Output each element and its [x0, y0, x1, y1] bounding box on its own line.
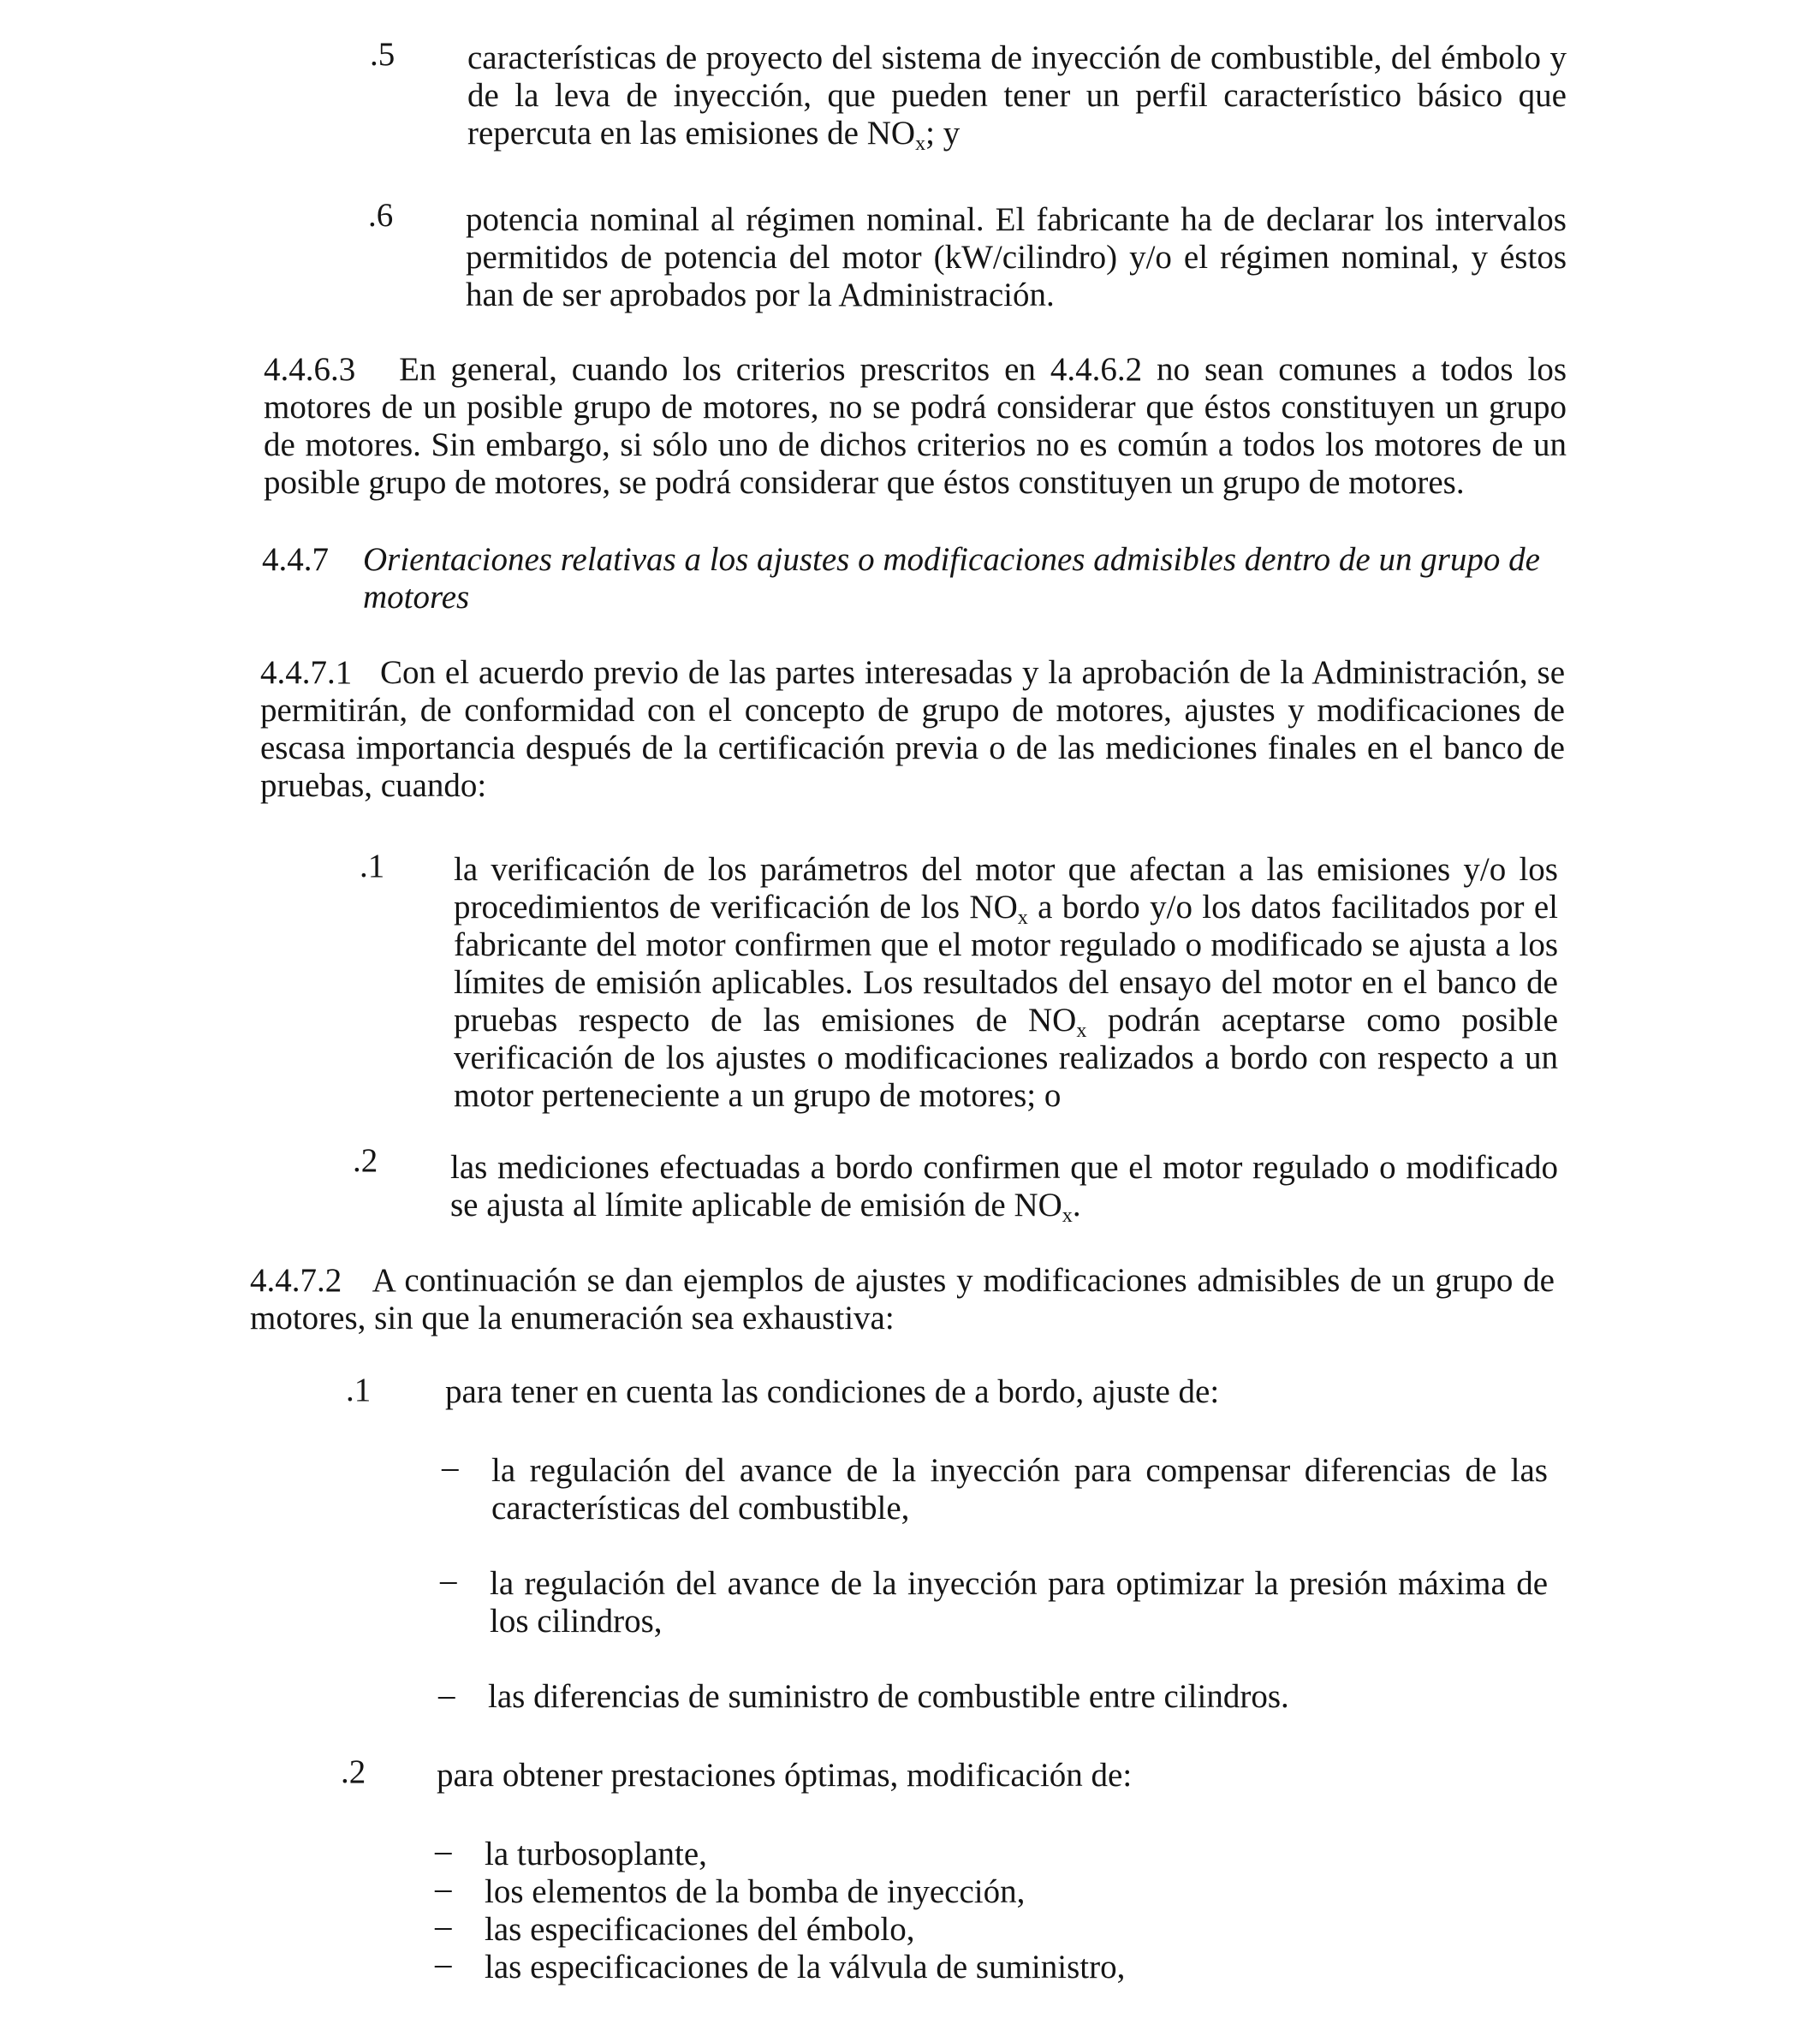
list-item-text: para tener en cuenta las condiciones de a bordo, ajuste de: [445, 1373, 1220, 1410]
bullet-item: las diferencias de suministro de combustible entre cilindros. [488, 1678, 1289, 1715]
bullet-dash: – [440, 1562, 457, 1598]
bullet-dash: – [442, 1449, 459, 1485]
heading-number: 4.4.7 [262, 541, 329, 578]
bullet-item: la turbosoplante, [485, 1836, 707, 1872]
bullet-item: las especificaciones de la válvula de suministro, [485, 1949, 1126, 1985]
paragraph-4-4-7-2: 4.4.7.2 A continuación se dan ejemplos de ajustes y modificaciones admisibles de un grupo de motores, sin que la enumeración sea exhaustiva: [250, 1262, 1555, 1336]
item-number: .6 [368, 197, 394, 234]
bullet-dash: – [435, 1945, 452, 1982]
bullet-dash: – [435, 1832, 452, 1869]
section-heading: Orientaciones relativas a los ajustes o modificaciones admisibles dentro de un grupo de motores [363, 541, 1540, 616]
list-item-text: potencia nominal al régimen nominal. El fabricante ha de declarar los intervalos permitidos de potencia del motor (kW/cilindro) y/o el régimen nominal, y éstos han de ser aprobados por la Administración. [466, 201, 1567, 313]
bullet-item: los elementos de la bomba de inyección, [485, 1873, 1026, 1910]
bullet-dash: – [435, 1908, 452, 1944]
list-item-text: la verificación de los parámetros del motor que afectan a las emisiones y/o los procedimientos de verificación de los $NO_x$ a bordo y/o los datos facilitados por el fabricante del motor confirmen que el motor regulado o modificado se ajusta a los límites de emisión aplicables. Los resultados del ensayo del motor en el banco de pruebas respecto de las emisiones de $NO_x$ podrán aceptarse como posible verificación de los ajustes o modificaciones realizados a bordo con respecto a un motor perteneciente a un grupo de motores; o [454, 851, 1559, 1114]
item-number: .5 [370, 36, 396, 73]
item-number: .1 [360, 848, 385, 884]
paragraph-4-4-7-1: 4.4.7.1 Con el acuerdo previo de las partes interesadas y la aprobación de la Administración, se permitirán, de conformidad con el concepto de grupo de motores, ajustes y modificaciones de escasa importancia después de la certificación previa o de las mediciones finales en el banco de pruebas, cuando: [260, 654, 1566, 804]
item-number: .2 [353, 1142, 378, 1179]
item-number: .1 [346, 1372, 372, 1408]
list-item-text: características de proyecto del sistema de inyección de combustible, del émbolo y de la leva de inyección, que pueden tener un perfil característico básico que repercuta en las emisiones de $NO_x$; y [467, 39, 1567, 155]
paragraph-number: 4.4.7.2 [250, 1262, 342, 1299]
bullet-item: las especificaciones del émbolo, [485, 1911, 915, 1948]
bullet-item: la regulación del avance de la inyección para optimizar la presión máxima de los cilindros, [490, 1565, 1548, 1640]
item-number: .2 [341, 1753, 366, 1790]
bullet-dash: – [435, 1870, 452, 1907]
bullet-dash: – [438, 1676, 455, 1713]
paragraph-number: 4.4.6.3 [264, 351, 356, 388]
list-item-text: para obtener prestaciones óptimas, modificación de: [437, 1757, 1133, 1794]
list-item-text: las mediciones efectuadas a bordo confirmen que el motor regulado o modificado se ajusta al límite aplicable de emisión de $NO_x$. [450, 1149, 1558, 1227]
paragraph-4-4-6-3: 4.4.6.3 En general, cuando los criterios prescritos en 4.4.6.2 no sean comunes a todos los motores de un posible grupo de motores, no se podrá considerar que éstos constituyen un grupo de motores. Sin embargo, si sólo uno de dichos criterios no es común a todos los motores de un posible grupo de motores, se podrá considerar que éstos constituyen un grupo de motores. [264, 351, 1567, 501]
bullet-item: la regulación del avance de la inyección para compensar diferencias de las características del combustible, [491, 1452, 1548, 1527]
paragraph-number: 4.4.7.1 [260, 654, 353, 691]
